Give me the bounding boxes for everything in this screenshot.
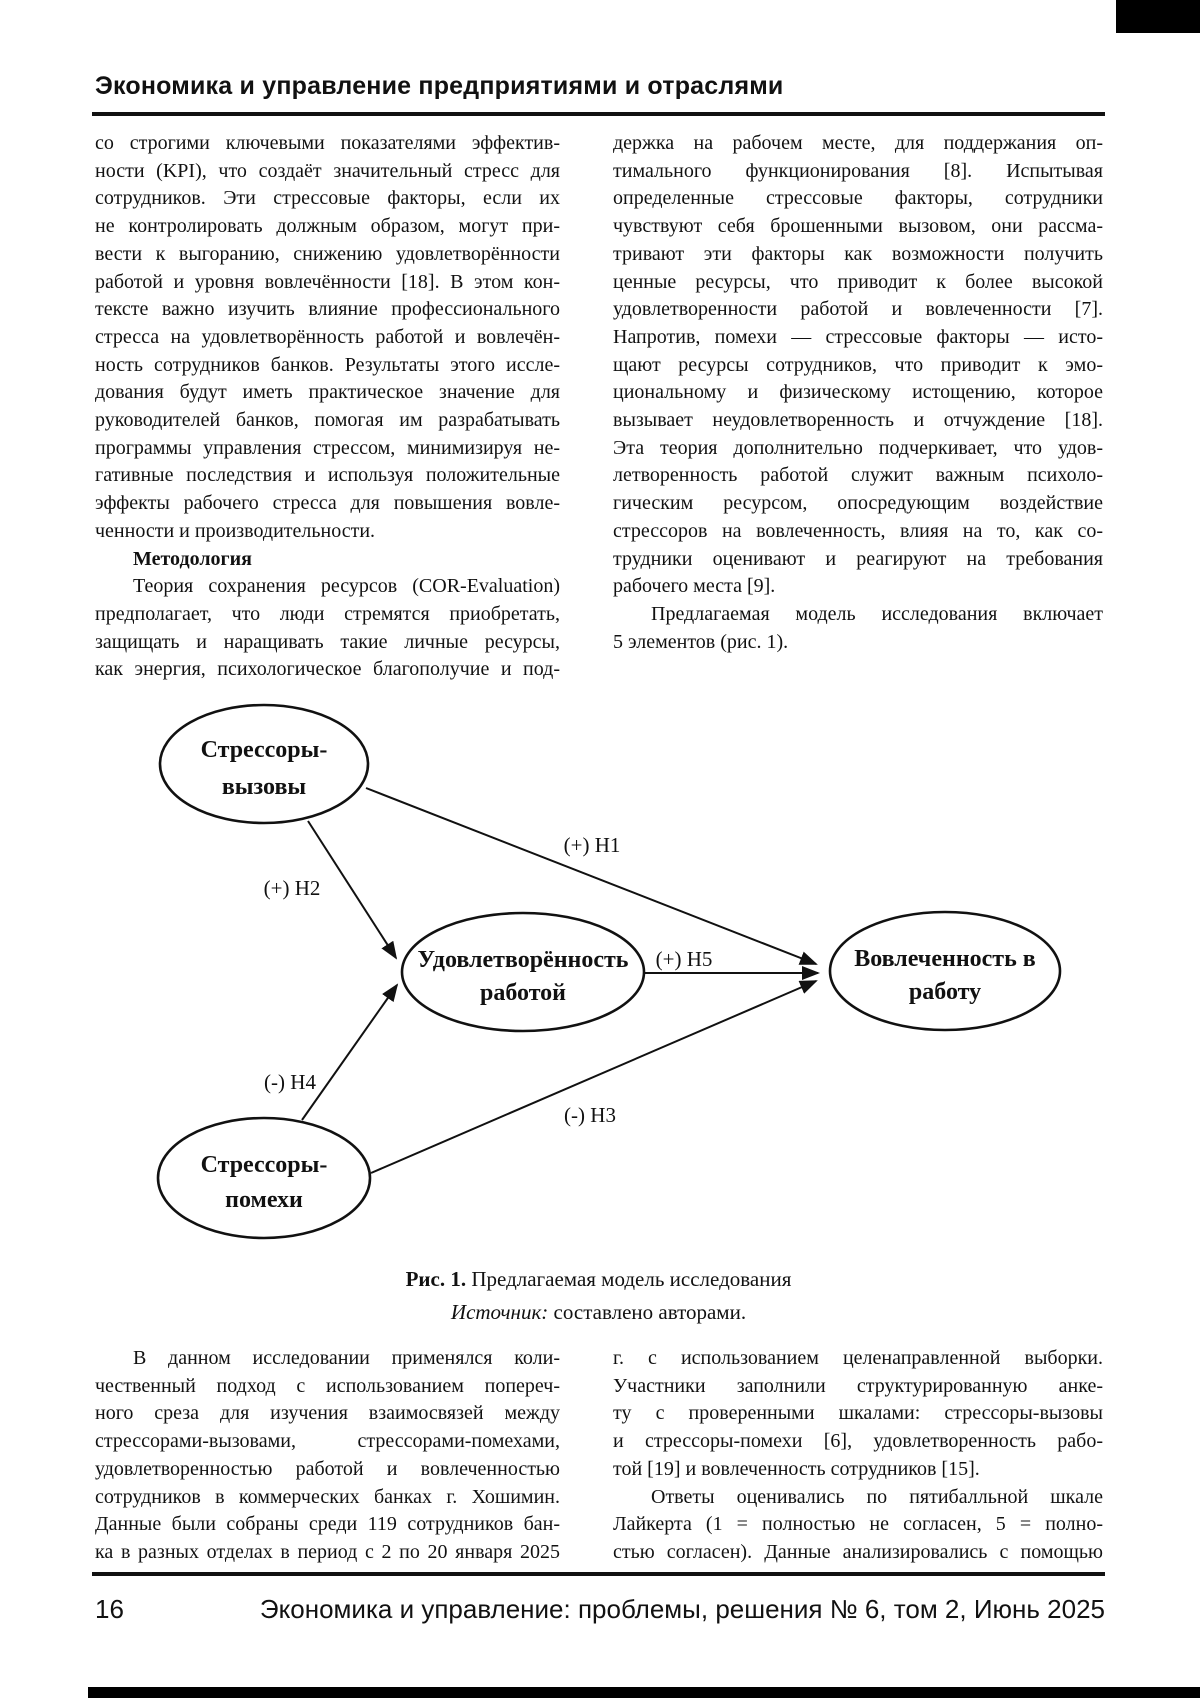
- node-challenge-label-line2: вызовы: [221, 774, 307, 800]
- text-line: г. с использованием целенаправленной выборки.: [613, 1347, 1103, 1369]
- text-line: тексте важно изучить влияние профессионального: [95, 298, 560, 321]
- text-line: 5 элементов (рис. 1).: [613, 630, 789, 653]
- node-satisfaction-label-line2: работой: [479, 980, 567, 1006]
- column-bottom-left: [95, 1345, 560, 1567]
- text-line: ченности и производительности.: [95, 519, 376, 542]
- text-line: ности (KPI), что создаёт значительный стресс для: [95, 159, 560, 182]
- text-line: Ответы оценивались по пятибалльной шкале: [651, 1485, 1103, 1508]
- text-line: Данные были собраны среди 119 сотрудников бан-: [95, 1513, 560, 1536]
- text-line: предполагает, что люди стремятся приобретать,: [95, 602, 560, 625]
- node-challenge-label-line1: Стрессоры-: [200, 737, 328, 763]
- text-line: ного среза для изучения взаимосвязей между: [95, 1402, 560, 1425]
- text-line: определенные стрессовые факторы, сотрудники: [613, 187, 1103, 210]
- text-line: как энергия, психологическое благополучие и под-: [95, 658, 560, 681]
- text-line: стью согласен). Данные анализировались с помощью: [613, 1540, 1103, 1563]
- section-header: Экономика и управление предприятиями и отраслями: [95, 72, 784, 100]
- node-engagement-label-line1: Вовлеченность в: [854, 946, 1036, 972]
- column-top-left: [95, 130, 560, 684]
- text-line: вызывает неудовлетворенность и отчуждение [18].: [613, 409, 1103, 432]
- column-top-right: [613, 130, 1103, 656]
- text-line: щают ресурсы сотрудников, что приводит к эмо-: [613, 353, 1103, 376]
- text-line: удовлетворенности работой и вовлеченности [7].: [613, 298, 1103, 321]
- text-line: Эта теория дополнительно подчеркивает, что удов-: [613, 436, 1103, 459]
- node-challenge-ellipse: [160, 705, 368, 823]
- node-hindrance-stressors: [158, 1118, 370, 1238]
- node-engagement-label-line2: работу: [908, 979, 982, 1005]
- edge-label-h2: (+) H2: [263, 876, 321, 900]
- text-line: защищать и наращивать такие личные ресурсы,: [95, 630, 560, 653]
- text-line: чувствуют себя брошенными вызовом, они рассма-: [613, 215, 1103, 238]
- figure-source-line: [92, 1296, 1105, 1329]
- column-bottom-right: [613, 1345, 1103, 1567]
- text-line: ценные ресурсы, что приводит к более высокой: [613, 270, 1103, 293]
- page-number: 16: [95, 1594, 124, 1624]
- scan-artifact-top-right: [1116, 0, 1200, 33]
- edge-label-h5: (+) H5: [655, 947, 713, 971]
- text-line: тимального функционирования [8]. Испытывая: [613, 159, 1103, 182]
- figure-source-label: Источник:: [450, 1300, 549, 1324]
- text-line: летворенность работой служит важным психоло-: [613, 464, 1103, 487]
- text-line: стрессорами-вызовами, стрессорами-помехами,: [95, 1430, 560, 1453]
- journal-title: Экономика и управление: проблемы, решения № 6, том 2, Июнь 2025: [259, 1594, 1105, 1624]
- research-model-diagram: [0, 640, 1200, 1270]
- text-line: ту с проверенными шкалами: стрессоры-вызовы: [613, 1402, 1103, 1425]
- text-line: не контролировать должным образом, могут при-: [95, 215, 560, 238]
- text-line: рабочего места [9].: [613, 575, 776, 598]
- text-line: руководителей банков, помогая им разрабатывать: [95, 409, 560, 432]
- text-line: той [19] и вовлеченность сотрудников [15].: [613, 1457, 980, 1480]
- text-line: трудники оценивают и реагируют на требования: [613, 547, 1103, 570]
- text-line: тривают эти факторы как возможности получить: [613, 242, 1103, 265]
- text-line: ность сотрудников банков. Результаты этого иссле-: [95, 353, 560, 376]
- edge-h3-arrow: [371, 981, 816, 1173]
- text-line: работой и уровня вовлечённости [18]. В этом кон-: [95, 270, 560, 293]
- text-line: ка в разных отделах в период с 2 по 20 января 2025: [95, 1540, 560, 1563]
- text-line: держка на рабочем месте, для поддержания оп-: [613, 132, 1103, 154]
- figure-source-text: составлено авторами.: [548, 1300, 747, 1324]
- text-line: стрессоров на вовлеченность, влияя на то, как со-: [613, 519, 1103, 542]
- text-line: Напротив, помехи — стрессовые факторы — исто-: [613, 325, 1103, 348]
- text-line: сотрудников. Эти стрессовые факторы, если их: [95, 187, 560, 210]
- text-line: сотрудников в коммерческих банках г. Хошимин.: [95, 1485, 560, 1508]
- text-line: вести к выгоранию, снижению удовлетворённости: [95, 242, 560, 265]
- text-line: дования будут иметь практическое значение для: [95, 381, 560, 404]
- edge-label-h4: (-) H4: [264, 1070, 316, 1094]
- edge-label-h1: (+) H1: [563, 833, 621, 857]
- edge-label-h3: (-) H3: [564, 1103, 616, 1127]
- text-line: Предлагаемая модель исследования включает: [651, 602, 1103, 625]
- text-line: Лайкерта (1 = полностью не согласен, 5 = полно-: [613, 1513, 1103, 1536]
- figure-title: Предлагаемая модель исследования: [466, 1267, 792, 1291]
- text-line: Методология: [133, 547, 252, 570]
- node-work-engagement: [830, 912, 1060, 1030]
- figure-caption: [92, 1263, 1105, 1329]
- footer-rule: [92, 1572, 1105, 1576]
- text-line: и стрессоры-помехи [6], удовлетворенность рабо-: [613, 1430, 1103, 1453]
- edge-h1-arrow: [366, 788, 816, 964]
- text-line: гическим ресурсом, опосредующим воздействие: [613, 492, 1103, 515]
- text-line: циональному и физическому истощению, которое: [613, 381, 1103, 404]
- node-hindrance-ellipse: [158, 1118, 370, 1238]
- text-line: со строгими ключевыми показателями эффектив-: [95, 132, 560, 154]
- node-hindrance-label-line1: Стрессоры-: [200, 1152, 328, 1178]
- node-hindrance-label-line2: помехи: [225, 1187, 303, 1213]
- header-rule: [92, 112, 1105, 116]
- text-line: гативные последствия и используя положительные: [95, 464, 560, 487]
- text-line: Теория сохранения ресурсов (COR-Evaluation): [133, 575, 560, 598]
- figure-number: Рис. 1.: [405, 1267, 467, 1291]
- node-satisfaction-label-line1: Удовлетворённость: [417, 947, 629, 973]
- scan-artifact-bottom: [88, 1687, 1200, 1698]
- text-line: стресса на удовлетворённость работой и вовлечён-: [95, 325, 560, 348]
- edge-h4-arrow: [302, 985, 397, 1120]
- figure-caption-line: [92, 1263, 1105, 1296]
- text-line: программы управления стрессом, минимизируя не-: [95, 436, 560, 459]
- text-line: удовлетворенностью работой и вовлеченностью: [95, 1457, 560, 1480]
- node-challenge-stressors: [160, 705, 368, 823]
- text-line: эффекты рабочего стресса для повышения вовле-: [95, 492, 560, 515]
- text-line: чественный подход с использованием попереч-: [95, 1374, 560, 1397]
- node-job-satisfaction: [402, 913, 644, 1031]
- text-line: В данном исследовании применялся коли-: [133, 1347, 560, 1369]
- text-line: Участники заполнили структурированную анке-: [613, 1374, 1103, 1397]
- edge-h2-arrow: [308, 821, 396, 958]
